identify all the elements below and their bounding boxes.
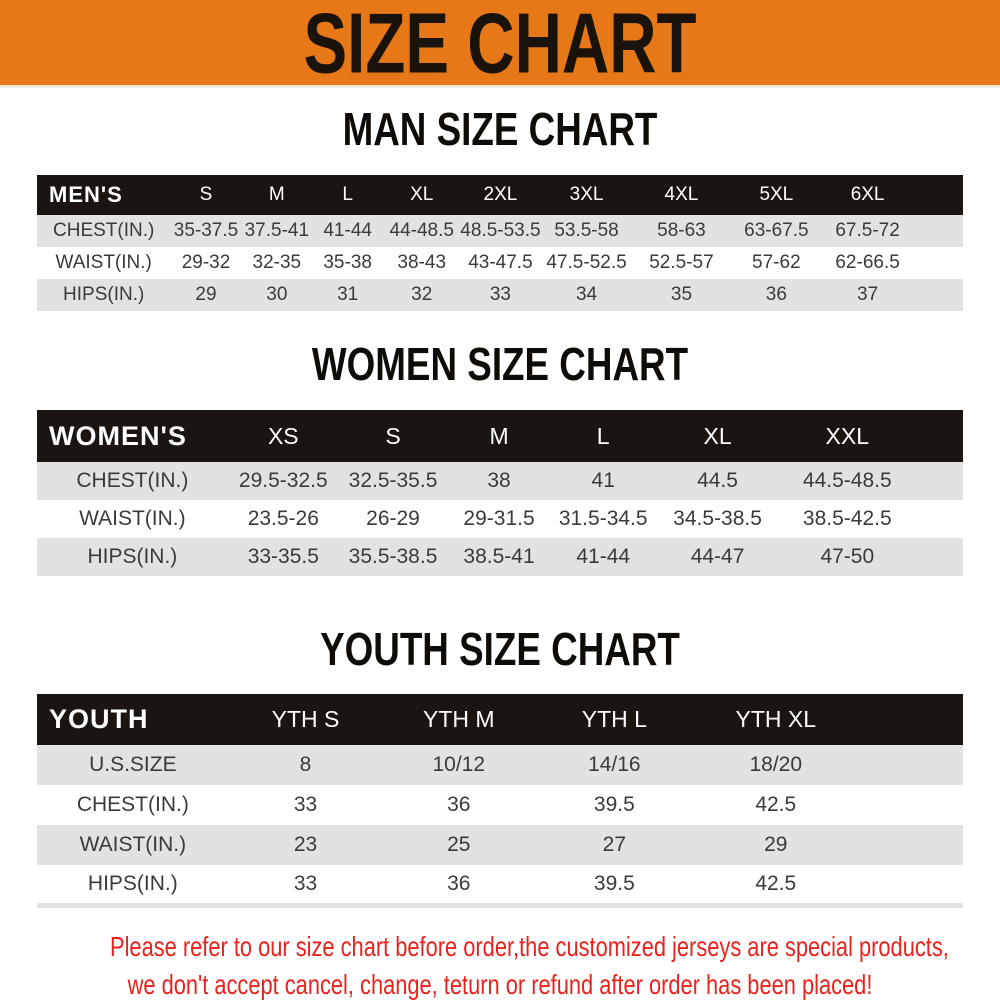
size-value-cell: 41-44 (576, 545, 631, 568)
womens-column-header: XL (703, 422, 732, 449)
size-value-cell: 18/20 (749, 753, 803, 776)
row-label: WAIST(IN.) (55, 252, 152, 273)
size-value-cell: 35 (670, 284, 693, 305)
mens-table-label: MEN'S (49, 182, 123, 207)
womens-data-row (37, 500, 963, 538)
mens-data-row (37, 247, 963, 279)
mens-data-row (37, 279, 963, 311)
size-value-cell: 23 (293, 833, 318, 856)
size-value-cell: 32.5-35.5 (348, 469, 438, 492)
row-label: HIPS(IN.) (87, 545, 178, 568)
row-label: U.S.SIZE (89, 753, 177, 776)
size-value-cell: 63-67.5 (744, 220, 809, 241)
size-value-cell: 41 (591, 469, 615, 492)
womens-size-table (37, 410, 963, 576)
size-value-cell: 44-47 (690, 545, 745, 568)
size-value-cell: 38 (487, 469, 511, 492)
womens-column-header: L (596, 422, 610, 449)
size-value-cell: 25 (447, 833, 471, 856)
mens-column-header: S (199, 184, 213, 205)
size-value-cell: 32 (411, 284, 433, 305)
size-value-cell: 32-35 (252, 252, 302, 273)
size-value-cell: 14/16 (588, 753, 641, 776)
womens-column-header: XXL (825, 422, 870, 449)
womens-table-label: WOMEN'S (49, 420, 187, 451)
size-value-cell: 58-63 (657, 220, 706, 241)
youth-column-header: YTH L (581, 706, 647, 732)
youth-data-row (37, 785, 963, 825)
size-value-cell: 37 (857, 284, 879, 305)
youth-column-header: YTH M (422, 706, 495, 732)
size-value-cell: 41-44 (323, 220, 372, 241)
size-value-cell: 10/12 (432, 753, 486, 776)
youth-data-row (37, 825, 963, 865)
charts-container (0, 103, 1000, 908)
mens-column-header: 4XL (664, 184, 699, 205)
size-value-cell: 34 (575, 284, 598, 305)
womens-header-row (37, 410, 963, 462)
mens-header-row (37, 175, 963, 215)
mens-data-row (37, 215, 963, 247)
section-heading-mens: MAN SIZE CHART (342, 103, 658, 155)
size-value-cell: 29.5-32.5 (238, 469, 328, 492)
size-value-cell: 35-37.5 (173, 220, 239, 241)
size-value-cell: 38-43 (397, 252, 447, 273)
size-value-cell: 33-35.5 (247, 545, 319, 568)
row-label: WAIST(IN.) (79, 833, 187, 856)
size-value-cell: 33 (489, 284, 511, 305)
womens-data-row (37, 462, 963, 500)
size-value-cell: 67.5-72 (835, 220, 900, 241)
size-value-cell: 31.5-34.5 (558, 507, 648, 530)
size-value-cell: 43-47.5 (468, 252, 533, 273)
note-line-1: Please refer to our size chart before order,the customized jerseys are special products, (110, 930, 949, 962)
note-line-2: we don't accept cancel, change, teturn or refund after order has been placed! (127, 968, 873, 1000)
size-value-cell: 42.5 (755, 871, 797, 895)
size-value-cell: 47-50 (820, 545, 875, 568)
youth-column-header: YTH XL (735, 706, 817, 732)
size-value-cell: 35-38 (323, 252, 372, 273)
womens-column-header: S (385, 422, 401, 449)
size-value-cell: 53.5-58 (554, 220, 619, 241)
section-youth (0, 623, 1000, 908)
size-value-cell: 30 (266, 284, 288, 305)
banner (0, 0, 1000, 91)
size-value-cell: 38.5-42.5 (802, 507, 892, 530)
size-value-cell: 39.5 (593, 793, 635, 816)
size-value-cell: 26-29 (366, 507, 420, 530)
size-value-cell: 29-31.5 (463, 507, 535, 530)
size-value-cell: 44-48.5 (389, 220, 454, 241)
size-value-cell: 36 (447, 793, 471, 816)
mens-column-header: XL (410, 184, 434, 205)
size-value-cell: 42.5 (755, 793, 797, 816)
womens-data-row (37, 538, 963, 576)
size-value-cell: 44.5 (697, 469, 738, 492)
mens-column-header: 6XL (850, 184, 885, 205)
size-value-cell: 33 (293, 871, 318, 895)
section-mens (0, 103, 1000, 311)
size-value-cell: 36 (447, 871, 471, 895)
mens-column-header: 3XL (569, 184, 604, 205)
youth-column-header: YTH S (271, 706, 340, 732)
size-value-cell: 39.5 (593, 871, 635, 895)
footer-note (0, 928, 1000, 1004)
section-heading-youth: YOUTH SIZE CHART (320, 623, 680, 675)
size-value-cell: 23.5-26 (247, 507, 319, 530)
mens-column-header: M (268, 184, 285, 205)
size-value-cell: 38.5-41 (463, 545, 535, 568)
size-value-cell: 48.5-53.5 (460, 220, 541, 241)
section-heading-womens: WOMEN SIZE CHART (311, 338, 689, 390)
youth-size-table (37, 694, 963, 908)
size-value-cell: 37.5-41 (244, 220, 310, 241)
mens-column-header: 2XL (483, 184, 518, 205)
row-label: HIPS(IN.) (63, 284, 145, 305)
mens-column-header: 5XL (759, 184, 794, 205)
womens-column-header: M (489, 422, 509, 449)
womens-column-header: XS (267, 422, 299, 449)
size-value-cell: 36 (765, 284, 787, 305)
size-value-cell: 34.5-38.5 (673, 507, 762, 530)
page-title: SIZE CHART (303, 0, 697, 91)
youth-header-row (37, 694, 963, 745)
size-value-cell: 29-32 (181, 252, 231, 273)
youth-table-label: YOUTH (49, 704, 149, 734)
size-value-cell: 47.5-52.5 (546, 252, 627, 273)
size-value-cell: 44.5-48.5 (802, 469, 892, 492)
size-value-cell: 29 (764, 833, 788, 856)
mens-column-header: L (342, 184, 353, 205)
size-value-cell: 57-62 (752, 252, 801, 273)
youth-data-row (37, 865, 963, 905)
size-value-cell: 52.5-57 (649, 252, 714, 273)
youth-data-row (37, 745, 963, 785)
size-value-cell: 33 (293, 793, 318, 816)
row-label: CHEST(IN.) (76, 793, 189, 816)
row-label: WAIST(IN.) (79, 507, 186, 530)
size-value-cell: 27 (602, 833, 626, 856)
size-value-cell: 35.5-38.5 (348, 545, 438, 568)
size-value-cell: 29 (195, 284, 217, 305)
section-womens (0, 338, 1000, 576)
row-label: CHEST(IN.) (53, 220, 155, 241)
size-value-cell: 31 (337, 284, 359, 305)
row-label: CHEST(IN.) (76, 469, 189, 492)
row-label: HIPS(IN.) (87, 871, 178, 895)
mens-size-table (37, 175, 963, 311)
size-value-cell: 62-66.5 (835, 252, 900, 273)
size-value-cell: 8 (299, 753, 312, 776)
